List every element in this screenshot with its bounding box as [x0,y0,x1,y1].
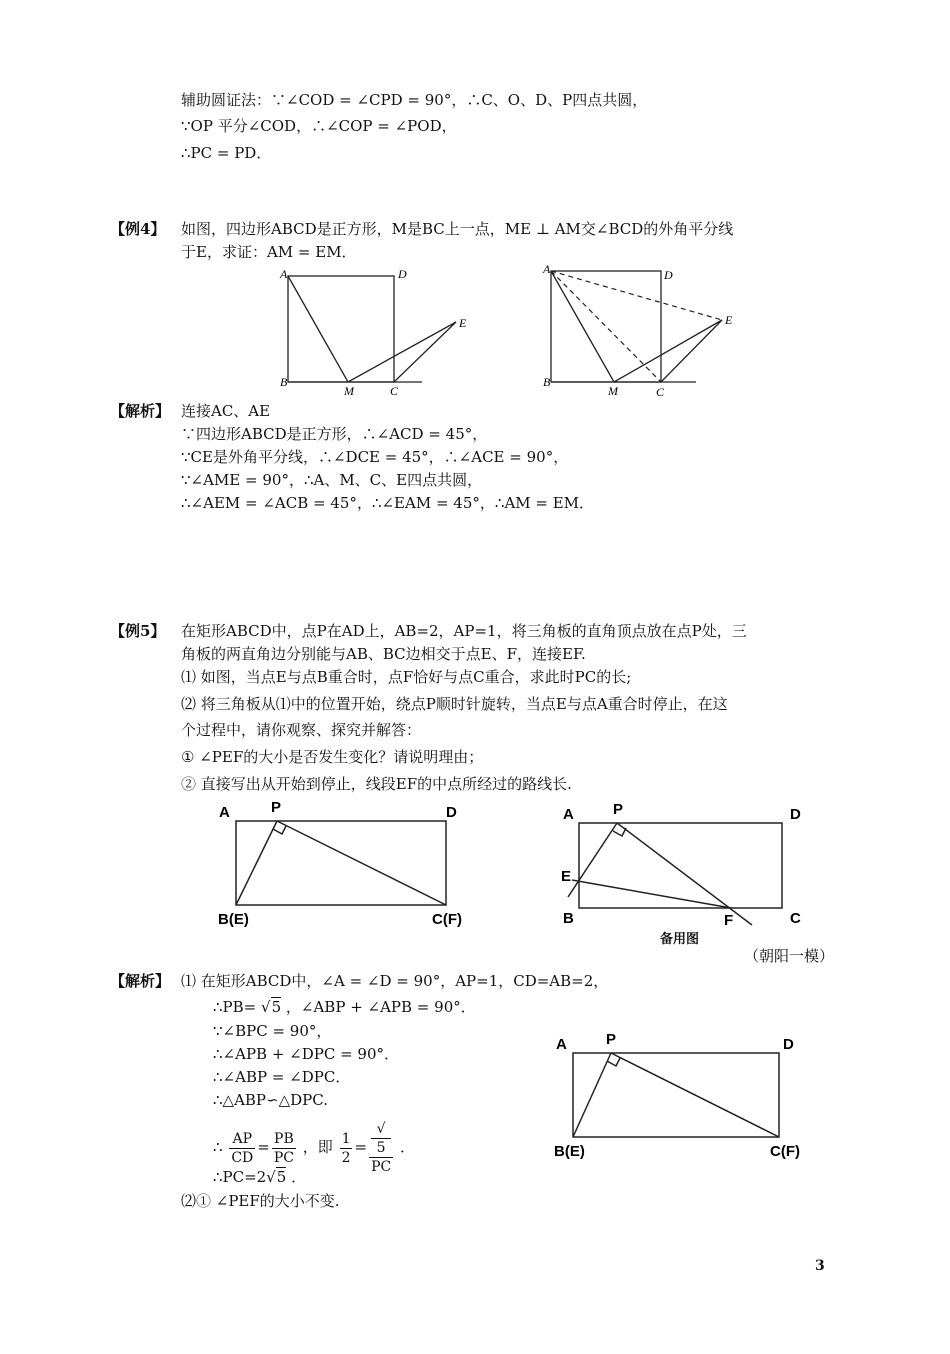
ex5-fig2-label-b: B [563,910,574,927]
source-note: （朝阳一模） [744,947,835,965]
ex5-question-2b: 个过程中，请你观察、探究并解答： [181,721,422,739]
ex5-sol2-pre: ∴PB= [213,998,257,1016]
ex5-sol-line-1: ⑴ 在矩形ABCD中，∠A = ∠D = 90°，AP=1，CD=AB=2， [181,972,609,990]
ex5-sol7-mid: ，即 [302,1138,333,1156]
example4-solution-tag: 【解析】 [110,402,171,420]
ex5-fig1-label-a: A [219,804,230,821]
prev-line-2: ∵OP 平分∠COD，∴∠COP = ∠POD， [181,117,457,135]
ex5-question-2a: ⑵ 将三角板从⑴中的位置开始，绕点P顺时针旋转，当点E与点A重合时停止，在这 [181,695,728,713]
ex4-fig2-label-c: C [656,385,665,399]
ex5-question-1: ⑴ 如图，当点E与点B重合时，点F恰好与点C重合，求此时PC的长; [181,668,632,686]
ex5-question-2-2: ② 直接写出从开始到停止，线段EF的中点所经过的路线长. [181,775,572,793]
ex5-solfig-label-d: D [783,1036,794,1053]
ex4-fig2-label-d: D [664,268,673,282]
ex5-fig2-label-p: P [613,801,624,818]
ex5-sol2-root: 5 [271,998,282,1016]
ex5-solfig-label-cf: C(F) [770,1143,800,1160]
frac1-den: CD [231,1149,254,1166]
ex5-sol-line-7: ∴ $\frac{AP}{CD}$ = $\frac{PB}{PC}$ ，即 $\frac{1}{2}$ = √ 5 PC ． [213,1121,415,1175]
example5-tag: 【例5】 [110,622,166,640]
sqrt-sign: √ [261,998,271,1016]
example4-tag: 【例4】 [110,220,166,238]
ex5-line-1: 在矩形ABCD中，点P在AD上，AB=2，AP=1，将三角板的直角顶点放在点P处，三 [181,622,747,640]
example4-line-1: 如图，四边形ABCD是正方形，M是BC上一点，ME ⊥ AM交∠BCD的外角平分线 [181,220,734,238]
ex5-sol2-post: ，∠ABP + ∠APB = 90°． [285,998,476,1016]
ex5-solfig-label-be: B(E) [554,1143,585,1160]
frac4-num: √ 5 [369,1120,393,1158]
ex4-fig1-label-b: B [280,375,288,389]
ex4-fig1-label-m: M [344,384,354,398]
backup-figure-caption: 备用图 [660,931,700,946]
ex5-line-2: 角板的两直角边分别能与AB、BC边相交于点E、F，连接EF. [181,645,586,663]
ex5-sol-line-9: ⑵① ∠PEF的大小不变. [181,1192,340,1210]
ex5-sol7-post: ． [399,1138,415,1156]
example4-line-2: 于E，求证：AM = EM． [181,243,357,261]
ex5-fig1-label-d: D [446,804,457,821]
ex4-fig1-label-e: E [459,316,467,330]
ex5-solfig-label-p: P [606,1031,617,1048]
ex4-sol-line-3: ∵CE是外角平分线，∴∠DCE = 45°，∴∠ACE = 90°， [181,448,569,466]
ex4-fig1-label-d: D [398,267,407,281]
ex5-fig2-label-e: E [561,868,572,885]
ex4-fig2-label-e: E [725,313,733,327]
prev-line-3: ∴PC = PD． [181,144,272,162]
example5-solution-tag: 【解析】 [110,972,171,990]
ex4-fig2-label-m: M [608,384,618,398]
ex5-fig1-label-cf: C(F) [432,911,462,928]
frac1-num: AP [229,1130,255,1149]
ex4-fig2-label-a: A [543,262,551,276]
ex5-fig2-label-f: F [724,912,734,929]
ex5-sol8-pre: ∴PC=2 [213,1168,267,1186]
ex5-sol8-root: 5 [276,1168,287,1186]
ex5-fig1-label-p: P [271,799,282,816]
ex5-question-2-1: ① ∠PEF的大小是否发生变化？请说明理由； [181,748,484,766]
page-number: 3 [815,1258,825,1274]
ex5-solfig-label-a: A [556,1036,567,1053]
ex5-sol-line-6: ∴△ABP∽△DPC. [213,1091,328,1109]
ex4-fig1-label-c: C [390,384,399,398]
frac4-num-root: 5 [371,1138,391,1157]
ex5-fig1-label-be: B(E) [218,911,249,928]
ex5-fig2-label-a: A [563,806,574,823]
ex4-sol-line-5: ∴∠AEM = ∠ACB = 45°，∴∠EAM = 45°，∴AM = EM． [181,494,595,512]
ex5-sol7-pre: ∴ [213,1138,223,1156]
ex4-fig1-label-a: A [280,267,288,281]
ex5-fig2-label-c: C [790,910,801,927]
prev-line-1: 辅助圆证法：∵∠COD = ∠CPD = 90°，∴C、O、D、P四点共圆， [181,91,648,109]
ex4-fig2-label-b: B [543,375,551,389]
frac3-num: 1 [341,1130,351,1147]
ex5-fig2-label-d: D [790,806,801,823]
sqrt-sign-2: √ [266,1168,276,1186]
ex4-sol-line-4: ∵∠AME = 90°，∴A、M、C、E四点共圆， [181,471,483,489]
ex5-sol-line-3: ∵∠BPC = 90°， [213,1022,332,1040]
ex4-sol-line-1: 连接AC、AE [181,402,271,420]
frac2-num: PB [272,1130,296,1149]
ex4-sol-line-2: ∵四边形ABCD是正方形，∴∠ACD = 45°， [181,425,488,443]
frac2-den: PC [273,1149,294,1166]
frac4-den: PC [371,1159,392,1175]
ex5-sol-line-5: ∴∠ABP = ∠DPC． [213,1068,351,1086]
ex5-sol8-post: ． [291,1168,307,1186]
frac3-den: 2 [341,1149,351,1166]
ex5-sol-line-4: ∴∠APB + ∠DPC = 90°． [213,1045,400,1063]
